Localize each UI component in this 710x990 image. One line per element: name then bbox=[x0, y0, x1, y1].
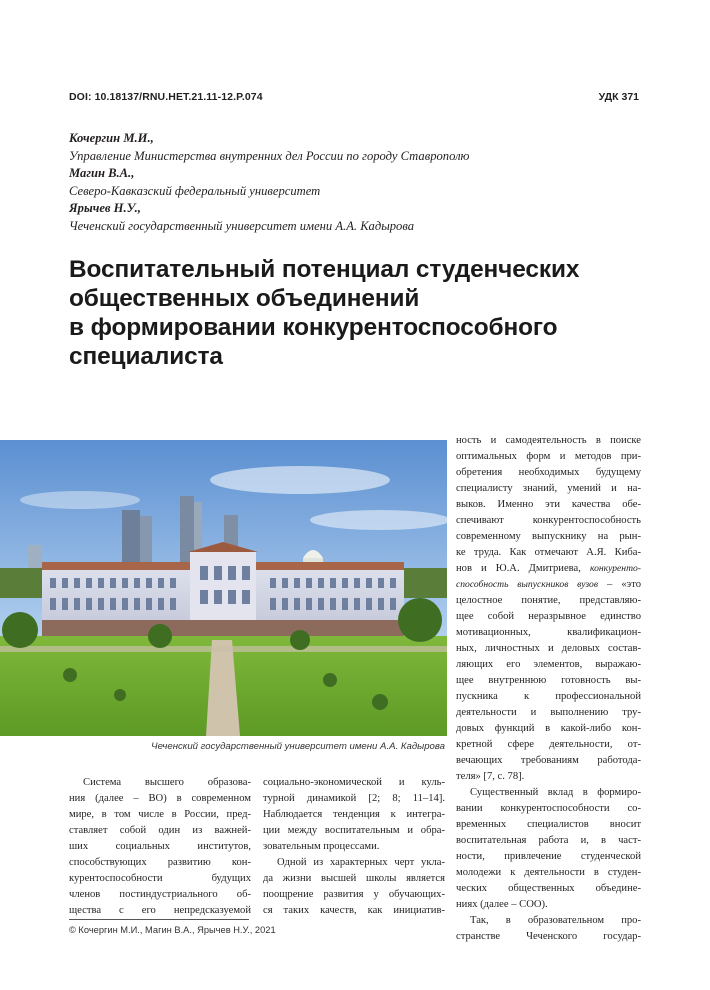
text-line: вечающих требованиям работода- bbox=[456, 755, 641, 766]
text-line: ческих общественных объедине- bbox=[456, 883, 641, 894]
text-line: Наблюдается тенденция к интегра- bbox=[263, 809, 445, 820]
text-line: ке труда. Как отмечают А.Я. Киба- bbox=[456, 547, 641, 558]
text-line: специалисту знаний, умений и на- bbox=[456, 483, 641, 494]
text-line: вании конкурентоспособности со- bbox=[456, 803, 641, 814]
text-line: ниях (далее – СОО). bbox=[456, 899, 548, 910]
footnote-rule bbox=[69, 919, 249, 920]
doi: DOI: 10.18137/RNU.HET.21.11-12.P.074 bbox=[69, 91, 263, 103]
text-line: способствующих развитию кон- bbox=[69, 857, 251, 868]
text-line: современному выпускнику на рын- bbox=[456, 531, 641, 542]
text-line: Система высшего образова- bbox=[83, 777, 251, 788]
text-line: кретной сфере деятельности, от- bbox=[456, 739, 641, 750]
text-line: довых функций в какой-либо кон- bbox=[456, 723, 641, 734]
text-line: ции между воспитательным и обра- bbox=[263, 825, 445, 836]
text-line: щее собой неразрывное единство bbox=[456, 611, 641, 622]
text-line: да жизни высшей школы является bbox=[263, 873, 445, 884]
body-column-2 bbox=[263, 775, 445, 919]
author-name: Кочергин М.И., bbox=[69, 131, 154, 145]
body-column-3 bbox=[456, 433, 641, 945]
text-line: временных специалистов вносит bbox=[456, 819, 641, 830]
author-block bbox=[69, 130, 649, 236]
text-line bbox=[456, 577, 641, 593]
title-line: общественных объединений bbox=[69, 285, 420, 312]
udk-code: УДК 371 bbox=[598, 91, 639, 103]
text-line: молодежи к деятельности в студен- bbox=[456, 867, 641, 878]
text-line: щества с его непредсказуемой bbox=[69, 905, 251, 916]
text-line: воспитательная работа и, в част- bbox=[456, 835, 641, 846]
copyright-notice: © Кочергин М.И., Магин В.А., Ярычев Н.У., 2021 bbox=[69, 925, 276, 935]
text-line: ния (далее – ВО) в современном bbox=[69, 793, 251, 804]
text-line: целостное понятие, представляю- bbox=[456, 595, 641, 606]
author-name: Магин В.А., bbox=[69, 166, 135, 181]
text-line: щее внутреннюю готовность вы- bbox=[456, 675, 641, 686]
text-line: ляющих его элементов, выражаю- bbox=[456, 659, 641, 670]
university-photo bbox=[0, 440, 447, 736]
text-line: Существенный вклад в формиро- bbox=[470, 787, 641, 798]
text-line bbox=[456, 561, 641, 577]
text-line: теля» [7, с. 78]. bbox=[456, 771, 525, 782]
text-line: зовательным процессами. bbox=[263, 841, 380, 852]
italic-term: способность выпускников вузов bbox=[456, 579, 599, 590]
author-affiliation: Северо-Кавказский федеральный университет bbox=[69, 183, 321, 198]
text-line: выков. Именно эти качества обе- bbox=[456, 499, 641, 510]
italic-term: конкуренто- bbox=[589, 563, 641, 574]
author-affiliation: Чеченский государственный университет имени А.А. Кадырова bbox=[69, 218, 415, 233]
text-line: ности, привлечение студенческой bbox=[456, 851, 641, 862]
text-line: ность и самодеятельность в поиске bbox=[456, 435, 641, 446]
text-line: странстве Чеченского государ- bbox=[456, 931, 641, 942]
text-line: мире, в том числе в России, пред- bbox=[69, 809, 251, 820]
text-run: нов и Ю.А. Дмитриева, bbox=[456, 563, 590, 574]
title-line: в формировании конкурентоспособного bbox=[69, 314, 558, 341]
text-line: пускника к профессиональной bbox=[456, 691, 641, 702]
text-line: обретения необходимых будущему bbox=[456, 467, 641, 478]
article-title bbox=[69, 255, 659, 371]
text-line: ших социальных институтов, bbox=[69, 841, 251, 852]
text-line: социально-экономической и куль- bbox=[263, 777, 445, 788]
text-line: турной динамикой [2; 8; 11–14]. bbox=[263, 793, 445, 804]
text-line: ся таких качеств, как инициатив- bbox=[263, 905, 445, 916]
text-run: – «это bbox=[598, 579, 641, 590]
figure-caption: Чеченский государственный университет имени А.А. Кадырова bbox=[151, 741, 445, 752]
text-line: ных, личностных и деловых состав- bbox=[456, 643, 641, 654]
body-column-1 bbox=[69, 775, 251, 919]
text-line: поощрение развития у обучающих- bbox=[263, 889, 445, 900]
text-line: Так, в образовательном про- bbox=[470, 915, 641, 926]
text-line: оптимальных форм и методов при- bbox=[456, 451, 641, 462]
title-line: Воспитательный потенциал студенческих bbox=[69, 256, 580, 283]
text-line: курентоспособности будущих bbox=[69, 873, 251, 884]
author-affiliation: Управление Министерства внутренних дел России по городу Ставрополю bbox=[69, 148, 470, 163]
text-line: Одной из характерных черт укла- bbox=[277, 857, 445, 868]
title-line: специалиста bbox=[69, 343, 223, 370]
text-line: мотивационных, квалификацион- bbox=[456, 627, 641, 638]
text-line: спечивают конкурентоспособность bbox=[456, 515, 641, 526]
text-line: деятельности и выполнению тру- bbox=[456, 707, 641, 718]
author-name: Ярычев Н.У., bbox=[69, 201, 141, 216]
text-line: ставляет собой один из важней- bbox=[69, 825, 251, 836]
text-line: членов постиндустриального об- bbox=[69, 889, 251, 900]
